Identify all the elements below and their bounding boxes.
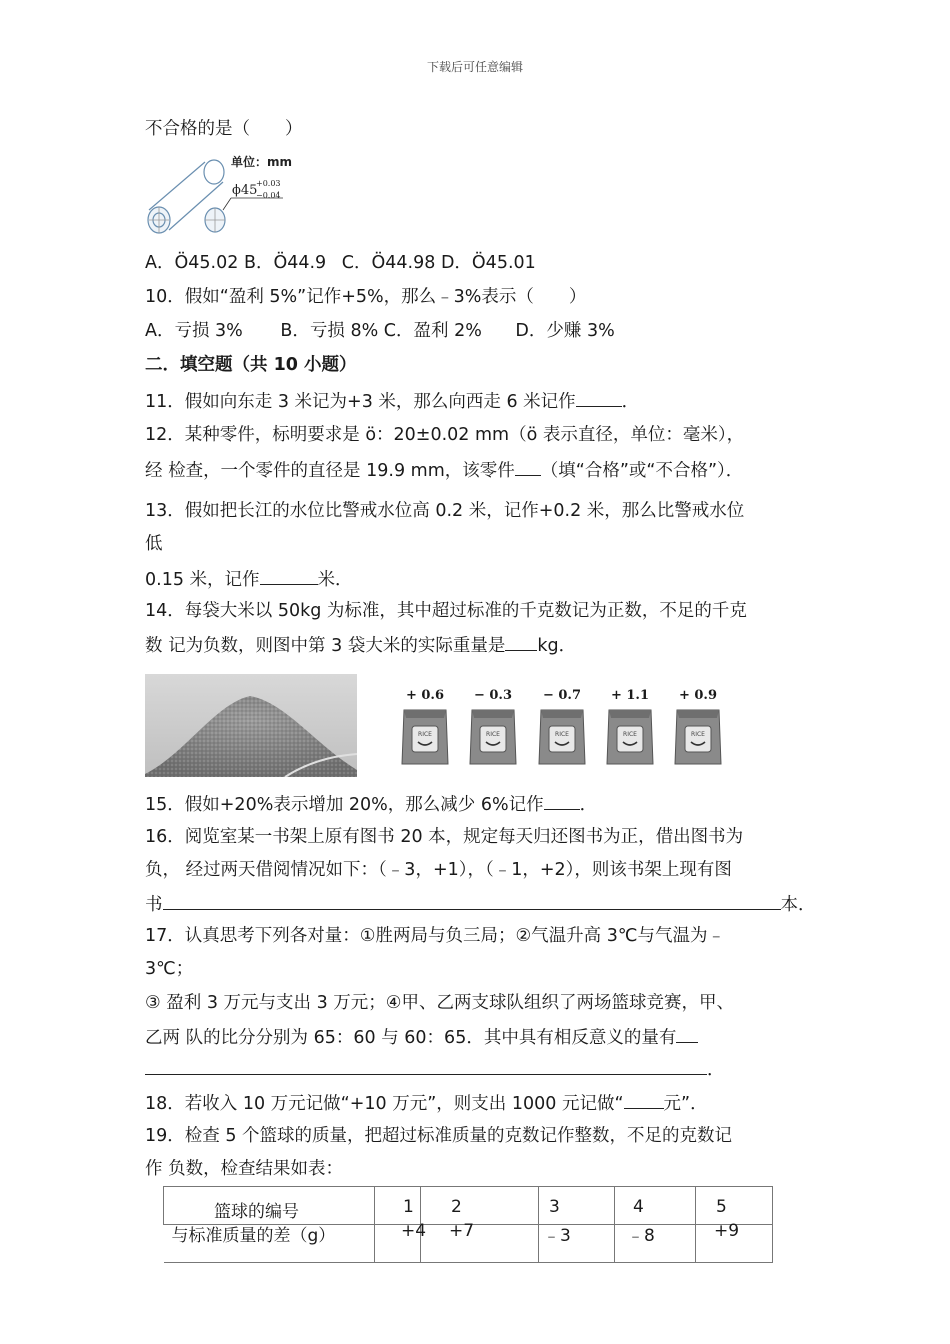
bag-2-icon bbox=[468, 706, 518, 766]
q9-option-c: C．Ö44.98 bbox=[341, 253, 436, 273]
bag-3-icon bbox=[537, 706, 587, 766]
table-cell bbox=[539, 1225, 615, 1263]
row2-label: 与标准质量的差（g） bbox=[171, 1226, 336, 1246]
table-cell bbox=[696, 1187, 773, 1225]
q18-answer-blank[interactable] bbox=[624, 1091, 664, 1109]
q18 bbox=[145, 1091, 708, 1115]
bag-3-tag: RICE bbox=[555, 731, 569, 738]
ball-number-2: 2 bbox=[451, 1197, 462, 1217]
q10-options bbox=[145, 320, 615, 342]
q16-line3 bbox=[145, 892, 816, 916]
q15 bbox=[145, 792, 597, 816]
bag-1-tag: RICE bbox=[418, 731, 432, 738]
q15-answer-blank[interactable] bbox=[544, 792, 580, 810]
q9-option-a: A．Ö45.02 bbox=[145, 253, 239, 273]
q16-line1: 16．阅览室某一书架上原有图书 20 本，规定每天归还图书为正，借出图书为 bbox=[145, 827, 744, 847]
q11 bbox=[145, 389, 639, 413]
q14-line2-end: kg． bbox=[537, 636, 577, 656]
table-row bbox=[164, 1225, 773, 1263]
q17-line4 bbox=[145, 1025, 698, 1049]
ball-diff-2: +7 bbox=[449, 1221, 475, 1241]
q13-line3 bbox=[145, 567, 353, 591]
q16-answer-blank[interactable] bbox=[163, 892, 781, 910]
q12-answer-blank[interactable] bbox=[515, 458, 541, 476]
bag-4-icon bbox=[605, 706, 655, 766]
ball-diff-3: ﹣3 bbox=[543, 1226, 571, 1246]
q10-stem: 10．假如“盈利 5%”记作+5%，那么﹣3%表示（ ） bbox=[145, 287, 587, 307]
q18-text: 18．若收入 10 万元记做“+10 万元”，则支出 1000 元记做“ bbox=[145, 1094, 624, 1114]
table-cell bbox=[539, 1187, 615, 1225]
bag-4-tag: RICE bbox=[623, 731, 637, 738]
q11-answer-blank[interactable] bbox=[576, 389, 622, 407]
bag-1-label: + 0.6 bbox=[405, 688, 445, 703]
q13-answer-blank[interactable] bbox=[260, 567, 318, 585]
q19-line1: 19．检查 5 个篮球的质量，把超过标准质量的克数记作整数，不足的克数记 bbox=[145, 1126, 733, 1146]
q17-line1: 17．认真思考下列各对量：①胜两局与负三局；②气温升高 3℃与气温为﹣ bbox=[145, 926, 725, 946]
table-cell bbox=[375, 1221, 427, 1263]
q17-line4-text: 乙两 队的比分分别为 65：60 与 60：65．其中具有相反意义的量有 bbox=[145, 1028, 677, 1048]
bag-3-label: − 0.7 bbox=[542, 688, 582, 703]
q12-line2 bbox=[145, 458, 743, 482]
ball-number-1: 1 bbox=[403, 1197, 414, 1217]
q14-line1: 14．每袋大米以 50kg 为标准，其中超过标准的千克数记为正数，不足的千克 bbox=[145, 601, 747, 621]
q14-line2-text: 数 记为负数，则图中第 3 袋大米的实际重量是 bbox=[145, 636, 506, 656]
q11-text: 11．假如向东走 3 米记为+3 米，那么向西走 6 米记作 bbox=[145, 392, 576, 412]
q10-option-a: A．亏损 3% bbox=[145, 321, 243, 341]
q9-options bbox=[145, 252, 536, 274]
table-cell bbox=[421, 1187, 539, 1225]
pipe-unit: 单位：mm bbox=[231, 155, 293, 169]
section-title: 二．填空题（共 10 小题） bbox=[145, 355, 357, 375]
ball-number-3: 3 bbox=[549, 1197, 560, 1217]
q16-line2: 负， 经过两天借阅情况如下：（﹣3，+1），（﹣1，+2），则该书架上现有图 bbox=[145, 860, 732, 880]
bag-5-icon bbox=[673, 706, 723, 766]
table-cell bbox=[421, 1221, 539, 1263]
table-cell bbox=[696, 1221, 773, 1263]
basketball-table bbox=[163, 1186, 773, 1263]
ball-diff-1: +4 bbox=[401, 1221, 427, 1241]
q17-line3: ③ 盈利 3 万元与支出 3 万元；④甲、乙两支球队组织了两场篮球竞赛，甲、 bbox=[145, 993, 734, 1013]
q12-line1: 12．某种零件，标明要求是 ö：20±0.02 mm（ö 表示直径，单位：毫米）， bbox=[145, 425, 745, 445]
q13-line3-text: 0.15 米，记作 bbox=[145, 570, 260, 590]
table-cell bbox=[615, 1187, 696, 1225]
q14-answer-blank[interactable] bbox=[505, 633, 537, 651]
q17-answer-blank-b[interactable] bbox=[145, 1057, 707, 1075]
q16-line3-end: 本． bbox=[780, 895, 816, 915]
q16-line3-text: 书 bbox=[145, 895, 163, 915]
ball-diff-5: +9 bbox=[714, 1221, 740, 1241]
row1-label-cell bbox=[164, 1187, 375, 1225]
table-cell bbox=[375, 1187, 421, 1225]
bag-2-label: − 0.3 bbox=[473, 688, 513, 703]
page-header: 下载后可任意编辑 bbox=[426, 60, 523, 74]
q10-option-d: D．少赚 3% bbox=[515, 321, 615, 341]
table-cell bbox=[615, 1225, 696, 1263]
q13-line2: 低 bbox=[145, 534, 163, 554]
bag-5-label: + 0.9 bbox=[678, 688, 718, 703]
table-row bbox=[164, 1187, 773, 1225]
q10-option-c: C．盈利 2% bbox=[383, 321, 482, 341]
q9-tail: 不合格的是（ ） bbox=[145, 119, 303, 139]
ball-number-5: 5 bbox=[716, 1197, 727, 1217]
q17-answer-blank-a[interactable] bbox=[676, 1025, 698, 1043]
q14-line2 bbox=[145, 633, 576, 657]
q9-option-d: D．Ö45.01 bbox=[440, 253, 536, 273]
row1-label: 篮球的编号 bbox=[214, 1202, 299, 1222]
bag-4-label: + 1.1 bbox=[610, 688, 650, 703]
ball-number-4: 4 bbox=[633, 1197, 644, 1217]
row2-label-cell bbox=[164, 1225, 375, 1263]
ball-diff-4: ﹣8 bbox=[627, 1226, 655, 1246]
q17-line5 bbox=[145, 1057, 725, 1081]
pipe-lower: −0.04 bbox=[256, 191, 281, 200]
q13-line1: 13．假如把长江的水位比警戒水位高 0.2 米，记作+0.2 米，那么比警戒水位 bbox=[145, 501, 745, 521]
q13-line3-end: 米． bbox=[317, 570, 353, 590]
pipe-upper: +0.03 bbox=[256, 179, 281, 188]
rice-pile-image bbox=[145, 674, 357, 777]
q15-text: 15．假如+20%表示增加 20%，那么减少 6%记作 bbox=[145, 795, 544, 815]
q15-end: ． bbox=[579, 795, 598, 815]
bag-2-tag: RICE bbox=[486, 731, 500, 738]
bag-1-icon bbox=[400, 706, 450, 766]
q11-end: ． bbox=[621, 392, 640, 412]
q17-line5-end: ． bbox=[707, 1060, 725, 1080]
q12-line2-end: （填“合格”或“不合格”）． bbox=[540, 461, 744, 481]
pipe-spec: ϕ45 bbox=[232, 183, 258, 198]
q12-line2-text: 经 检查，一个零件的直径是 19.9 mm，该零件 bbox=[145, 461, 515, 481]
q10-option-b: B．亏损 8% bbox=[280, 321, 379, 341]
pipe-figure bbox=[143, 150, 308, 242]
q17-line2: 3℃； bbox=[145, 959, 194, 979]
q9-option-b: B．Ö44.9 bbox=[243, 253, 327, 273]
q18-end: 元”． bbox=[663, 1094, 708, 1114]
q19-line2: 作 负数，检查结果如表： bbox=[145, 1159, 344, 1179]
bag-5-tag: RICE bbox=[691, 731, 705, 738]
